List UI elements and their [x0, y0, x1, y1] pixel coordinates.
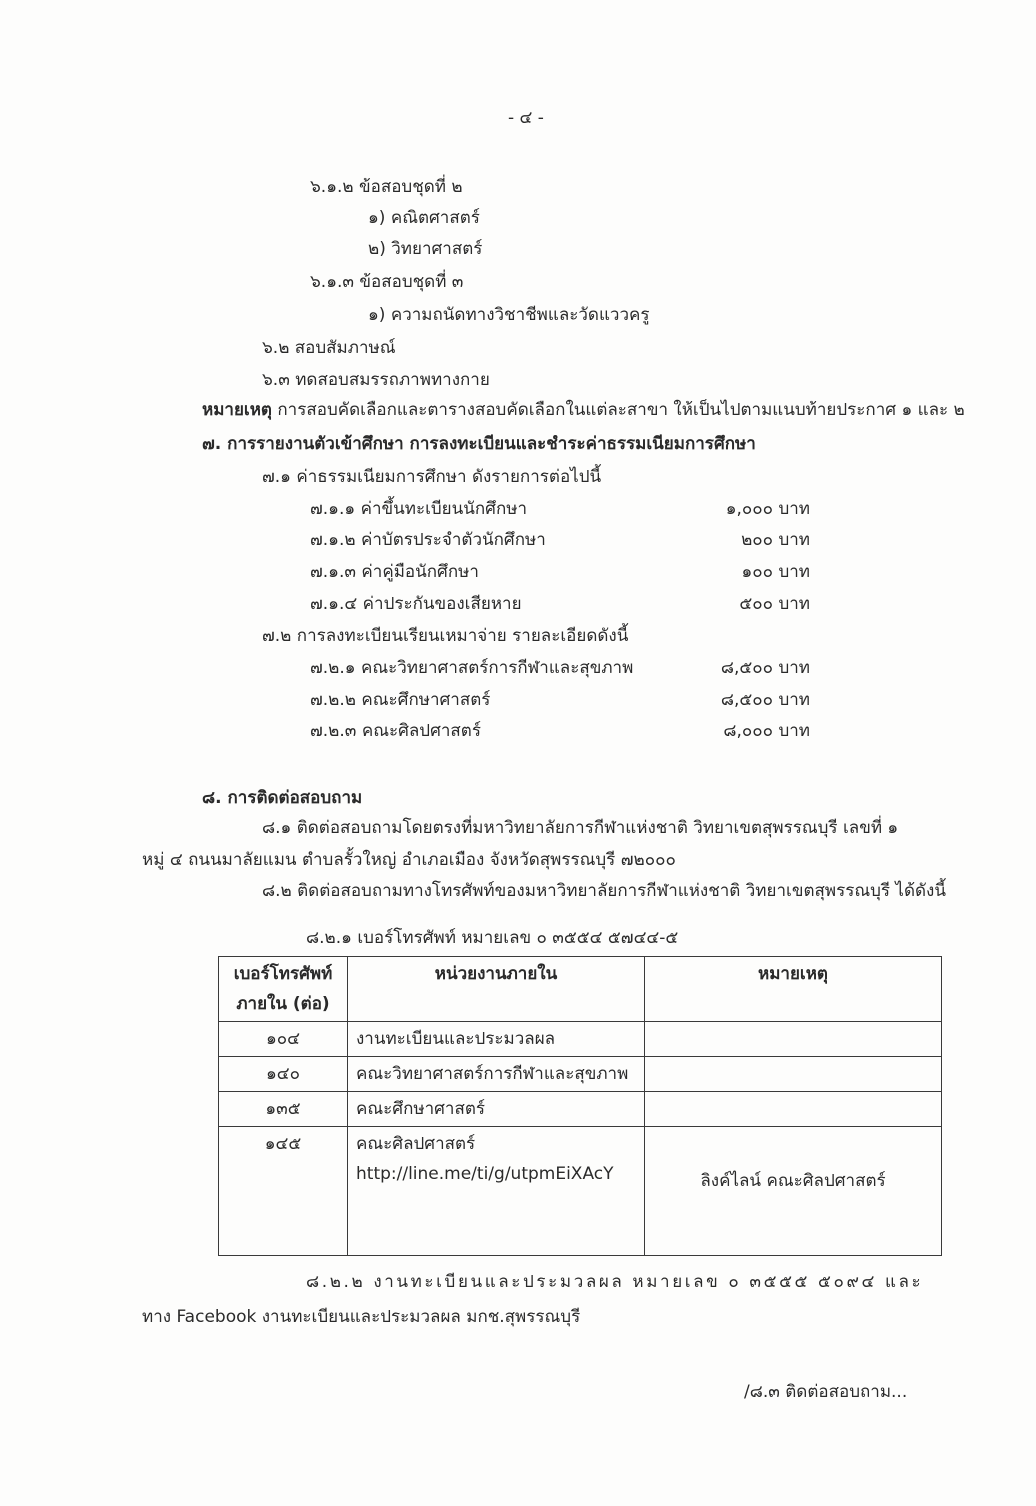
- note-text: ลิงค์ไลน์ คณะศิลปศาสตร์: [700, 1171, 886, 1191]
- cell-note: [645, 1092, 942, 1127]
- section7-2-title: ๗.๒ การลงทะเบียนเรียนเหมาจ่าย รายละเอียดดังนี้: [262, 626, 629, 646]
- exam-note: [202, 398, 965, 422]
- header-unit: หน่วยงานภายใน: [348, 957, 645, 1022]
- note-text: การสอบคัดเลือกและตารางสอบคัดเลือกในแต่ละสาขา ให้เป็นไปตามแนบท้ายประกาศ ๑ และ ๒: [271, 400, 965, 420]
- cell-extension: ๑๔๐: [219, 1057, 348, 1092]
- header-note: หมายเหตุ: [645, 957, 942, 1022]
- table-row: [219, 1092, 942, 1127]
- section8-2-2-line2: ทาง Facebook งานทะเบียนและประมวลผล มกช.สุพรรณบุรี: [142, 1307, 581, 1327]
- exam-set2-title: ๖.๑.๒ ข้อสอบชุดที่ ๒: [310, 177, 463, 197]
- section7-title: ๗. การรายงานตัวเข้าศึกษา การลงทะเบียนและชำระค่าธรรมเนียมการศึกษา: [202, 434, 756, 454]
- page-number: - ๔ -: [508, 108, 544, 128]
- fee-label: ๗.๑.๒ ค่าบัตรประจำตัวนักศึกษา: [310, 530, 546, 550]
- cell-unit: งานทะเบียนและประมวลผล: [348, 1022, 645, 1057]
- section8-1-line2: หมู่ ๔ ถนนมาลัยแมน ตำบลรั้วใหญ่ อำเภอเมือง จังหวัดสุพรรณบุรี ๗๒๐๐๐: [142, 850, 676, 870]
- section8-title: ๘. การติดต่อสอบถาม: [202, 788, 363, 808]
- cell-unit: คณะวิทยาศาสตร์การกีฬาและสุขภาพ: [348, 1057, 645, 1092]
- fee-amount: ๒๐๐ บาท: [741, 530, 810, 550]
- exam-set3-title: ๖.๑.๓ ข้อสอบชุดที่ ๓: [310, 272, 464, 292]
- interview-item: ๖.๒ สอบสัมภาษณ์: [262, 338, 396, 358]
- exam-set2-item2: ๒) วิทยาศาสตร์: [368, 239, 483, 259]
- table-row: [219, 1022, 942, 1057]
- tuition-amount: ๘,๐๐๐ บาท: [723, 721, 810, 741]
- tuition-label: ๗.๒.๑ คณะวิทยาศาสตร์การกีฬาและสุขภาพ: [310, 658, 634, 678]
- cell-extension: ๑๓๕: [219, 1092, 348, 1127]
- section8-1-line1: ๘.๑ ติดต่อสอบถามโดยตรงที่มหาวิทยาลัยการกีฬาแห่งชาติ วิทยาเขตสุพรรณบุรี เลขที่ ๑: [262, 818, 899, 838]
- continuation-footer: /๘.๓ ติดต่อสอบถาม...: [744, 1382, 908, 1402]
- fee-label: ๗.๑.๔ ค่าประกันของเสียหาย: [310, 594, 522, 614]
- note-label: หมายเหตุ: [202, 400, 272, 420]
- fee-amount: ๕๐๐ บาท: [739, 594, 810, 614]
- cell-extension: ๑๔๕: [219, 1127, 348, 1256]
- exam-set3-item1: ๑) ความถนัดทางวิชาชีพและวัดแววครู: [368, 305, 650, 325]
- fee-label: ๗.๑.๓ ค่าคู่มือนักศึกษา: [310, 562, 479, 582]
- cell-unit: คณะศึกษาศาสตร์: [348, 1092, 645, 1127]
- physical-test-item: ๖.๓ ทดสอบสมรรถภาพทางกาย: [262, 370, 490, 390]
- tuition-amount: ๘,๕๐๐ บาท: [720, 690, 810, 710]
- unit-name: คณะศิลปศาสตร์: [356, 1134, 476, 1154]
- tuition-label: ๗.๒.๒ คณะศึกษาศาสตร์: [310, 690, 491, 710]
- cell-unit: [348, 1127, 645, 1256]
- header-extension: เบอร์โทรศัพท์ ภายใน (ต่อ): [219, 957, 348, 1022]
- cell-extension: ๑๐๔: [219, 1022, 348, 1057]
- table-row: [219, 1057, 942, 1092]
- section8-2-text: ๘.๒ ติดต่อสอบถามทางโทรศัพท์ของมหาวิทยาลัยการกีฬาแห่งชาติ วิทยาเขตสุพรรณบุรี ได้ดังนี้: [262, 881, 946, 901]
- fee-label: ๗.๑.๑ ค่าขึ้นทะเบียนนักศึกษา: [310, 499, 528, 519]
- cell-note: [645, 1022, 942, 1057]
- section7-1-title: ๗.๑ ค่าธรรมเนียมการศึกษา ดังรายการต่อไปนี้: [262, 467, 602, 487]
- fee-amount: ๑,๐๐๐ บาท: [725, 499, 810, 519]
- section8-2-2-line1: ๘.๒.๒ งานทะเบียนและประมวลผล หมายเลข ๐ ๓๕๕๕ ๕๐๙๔ และ: [306, 1272, 924, 1292]
- cell-note: [645, 1057, 942, 1092]
- line-group-link[interactable]: http://line.me/ti/g/utpmEiXAcY: [356, 1164, 614, 1184]
- table-header-row: [219, 957, 942, 1022]
- tuition-label: ๗.๒.๓ คณะศิลปศาสตร์: [310, 721, 481, 741]
- exam-set2-item1: ๑) คณิตศาสตร์: [368, 208, 480, 228]
- main-phone-number: ๘.๒.๑ เบอร์โทรศัพท์ หมายเลข ๐ ๓๕๕๔ ๕๗๔๔-๕: [306, 928, 679, 948]
- tuition-amount: ๘,๕๐๐ บาท: [720, 658, 810, 678]
- extension-table: [218, 956, 942, 1256]
- cell-note: [645, 1127, 942, 1256]
- table-row: [219, 1127, 942, 1256]
- fee-amount: ๑๐๐ บาท: [741, 562, 810, 582]
